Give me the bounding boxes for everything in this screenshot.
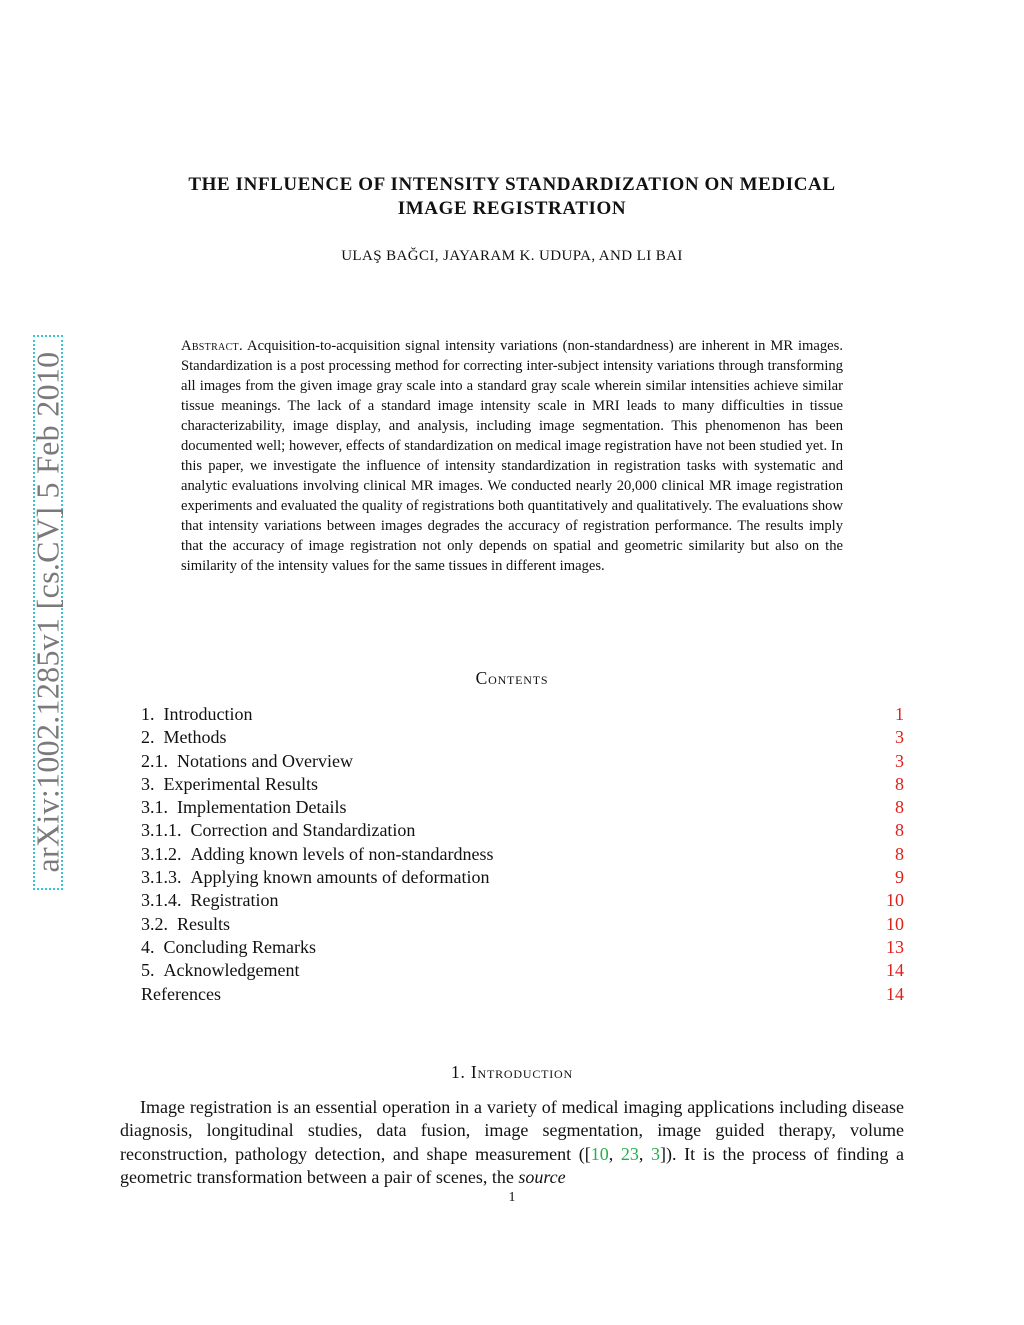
paper-title-line-1: THE INFLUENCE OF INTENSITY STANDARDIZATION ON MEDICAL bbox=[188, 174, 836, 195]
toc-entry-label bbox=[141, 773, 318, 796]
toc-entry-label bbox=[141, 750, 353, 773]
toc-page-link[interactable]: 10 bbox=[886, 890, 904, 911]
toc-page-link[interactable]: 8 bbox=[895, 773, 904, 794]
contents-heading: Contents bbox=[475, 668, 549, 688]
toc-entry-number: 1. bbox=[141, 704, 155, 724]
toc-entry[interactable] bbox=[141, 936, 904, 959]
toc-entry-title: Applying known amounts of deformation bbox=[190, 867, 490, 888]
toc-page-link[interactable]: 8 bbox=[895, 843, 904, 864]
toc-entry-number: 2.1. bbox=[141, 750, 168, 771]
section-title: Introduction bbox=[470, 1062, 573, 1082]
citation-separator: , bbox=[638, 1143, 652, 1164]
toc-entry[interactable] bbox=[141, 750, 904, 773]
toc-entry[interactable] bbox=[141, 773, 904, 796]
toc-entry[interactable] bbox=[141, 819, 904, 842]
toc-entry-title: Acknowledgement bbox=[163, 960, 300, 981]
toc-entry[interactable] bbox=[141, 703, 904, 726]
toc-entry[interactable] bbox=[141, 913, 904, 936]
toc-entry[interactable] bbox=[141, 959, 904, 982]
intro-text-part-1: Image registration is an essential operation in a variety of medical imaging applications including disease diagnosis, longitudinal studies, data fusion, image segmentation, image guided therapy, volume reconstruction, pathology detection, and shape measurement ([ bbox=[120, 1097, 904, 1164]
toc-entry-label bbox=[141, 936, 316, 959]
toc-entry-number: 3.1. bbox=[141, 797, 168, 818]
toc-entry-number: 3.2. bbox=[141, 913, 168, 934]
toc-entry-label bbox=[141, 819, 415, 842]
introduction-paragraph bbox=[120, 1096, 904, 1190]
section-number: 1. bbox=[450, 1062, 466, 1082]
toc-entry-title: Introduction bbox=[163, 704, 253, 724]
toc-entry-label bbox=[141, 913, 230, 936]
toc-page-link[interactable]: 14 bbox=[886, 960, 904, 981]
citation-link[interactable]: 23 bbox=[620, 1143, 639, 1164]
abstract-label: Abstract. bbox=[181, 338, 243, 354]
toc-entry-label bbox=[141, 726, 227, 749]
toc-page-link[interactable]: 13 bbox=[886, 936, 904, 957]
toc-page-link[interactable]: 14 bbox=[886, 983, 904, 1004]
toc-entry-title: Adding known levels of non-standardness bbox=[190, 843, 494, 864]
toc-entry[interactable] bbox=[141, 726, 904, 749]
toc-entry[interactable] bbox=[141, 843, 904, 866]
toc-entry-label bbox=[141, 703, 252, 726]
toc-entry-label bbox=[141, 959, 299, 982]
toc-entry-number: 3.1.3. bbox=[141, 867, 182, 888]
toc-entry-number: 3. bbox=[141, 773, 155, 794]
toc-entry-number: 3.1.2. bbox=[141, 843, 182, 864]
toc-entry-title: Correction and Standardization bbox=[190, 820, 416, 841]
intro-italic-term: source bbox=[518, 1167, 566, 1188]
toc-entry-label bbox=[141, 889, 279, 912]
toc-entry-number: 3.1.4. bbox=[141, 890, 182, 911]
toc-entry-title: Notations and Overview bbox=[177, 750, 353, 771]
page-number: 1 bbox=[508, 1190, 516, 1205]
toc-page-link[interactable]: 9 bbox=[895, 867, 904, 888]
toc-entry-label bbox=[141, 866, 489, 889]
section-heading-introduction bbox=[120, 1062, 904, 1083]
toc-entry-title: Methods bbox=[163, 727, 227, 748]
toc-page-link[interactable]: 3 bbox=[895, 750, 904, 771]
toc-entry-title: Concluding Remarks bbox=[163, 936, 316, 957]
toc-entry-title: Results bbox=[177, 913, 231, 934]
toc-page-link[interactable]: 3 bbox=[895, 727, 904, 748]
toc-entry[interactable] bbox=[141, 889, 904, 912]
toc-entry[interactable] bbox=[141, 866, 904, 889]
table-of-contents bbox=[141, 703, 904, 1006]
toc-page-link[interactable]: 10 bbox=[886, 913, 904, 934]
arxiv-identifier: arXiv:1002.1285v1 [cs.CV] 5 Feb 2010 bbox=[29, 351, 66, 873]
toc-entry-number: 3.1.1. bbox=[141, 820, 182, 841]
paper-authors: ULAŞ BAĞCI, JAYARAM K. UDUPA, AND LI BAI bbox=[341, 248, 683, 264]
toc-entry-number: 2. bbox=[141, 727, 155, 748]
abstract-text: Acquisition-to-acquisition signal intensity variations (non-standardness) are inherent in MR images. Standardization is a post processing method for correcting inter-subject intensity variations through transforming all images from the given image gray scale into a standard gray scale wherein similar intensities achieve similar tissue meanings. The lack of a standard image intensity scale in MRI leads to many difficulties in tissue characterizability, image display, and analysis, including image segmentation. This phenomenon has been documented well; however, effects of standardization on medical image registration have not been studied yet. In this paper, we investigate the influence of intensity standardization in registration tasks with systematic and analytic evaluations involving clinical MR images. We conducted nearly 20,000 clinical MR image registration experiments and evaluated the quality of registrations both quantitatively and qualitatively. The evaluations show that intensity variations between images degrades the accuracy of registration performance. The results imply that the accuracy of image registration not only depends on spatial and geometric similarity but also on the similarity of the intensity values for the same tissues in different images. bbox=[181, 338, 843, 574]
toc-entry[interactable] bbox=[141, 983, 904, 1006]
citation-link[interactable]: 10 bbox=[590, 1143, 609, 1164]
toc-page-link[interactable]: 1 bbox=[895, 704, 904, 724]
toc-entry-title: Implementation Details bbox=[177, 797, 347, 818]
abstract bbox=[181, 336, 843, 576]
toc-entry-label bbox=[141, 983, 221, 1006]
intro-text-part-2: ]). It is the process of finding a geometric transformation between a pair of scenes, the bbox=[120, 1143, 905, 1188]
toc-entry[interactable] bbox=[141, 796, 904, 819]
toc-page-link[interactable]: 8 bbox=[895, 797, 904, 818]
toc-page-link[interactable]: 8 bbox=[895, 820, 904, 841]
toc-entry-number: 5. bbox=[141, 960, 155, 981]
citation-separator: , bbox=[608, 1143, 621, 1164]
toc-entry-label bbox=[141, 843, 493, 866]
toc-entry-number: 4. bbox=[141, 936, 155, 957]
toc-entry-title: Registration bbox=[190, 890, 279, 911]
citation-link[interactable]: 3 bbox=[651, 1143, 661, 1164]
toc-entry-title: Experimental Results bbox=[163, 773, 318, 794]
paper-title-line-2: IMAGE REGISTRATION bbox=[397, 198, 627, 219]
toc-entry-label bbox=[141, 796, 346, 819]
toc-entry-title: References bbox=[141, 983, 221, 1004]
paper-title bbox=[120, 173, 904, 221]
